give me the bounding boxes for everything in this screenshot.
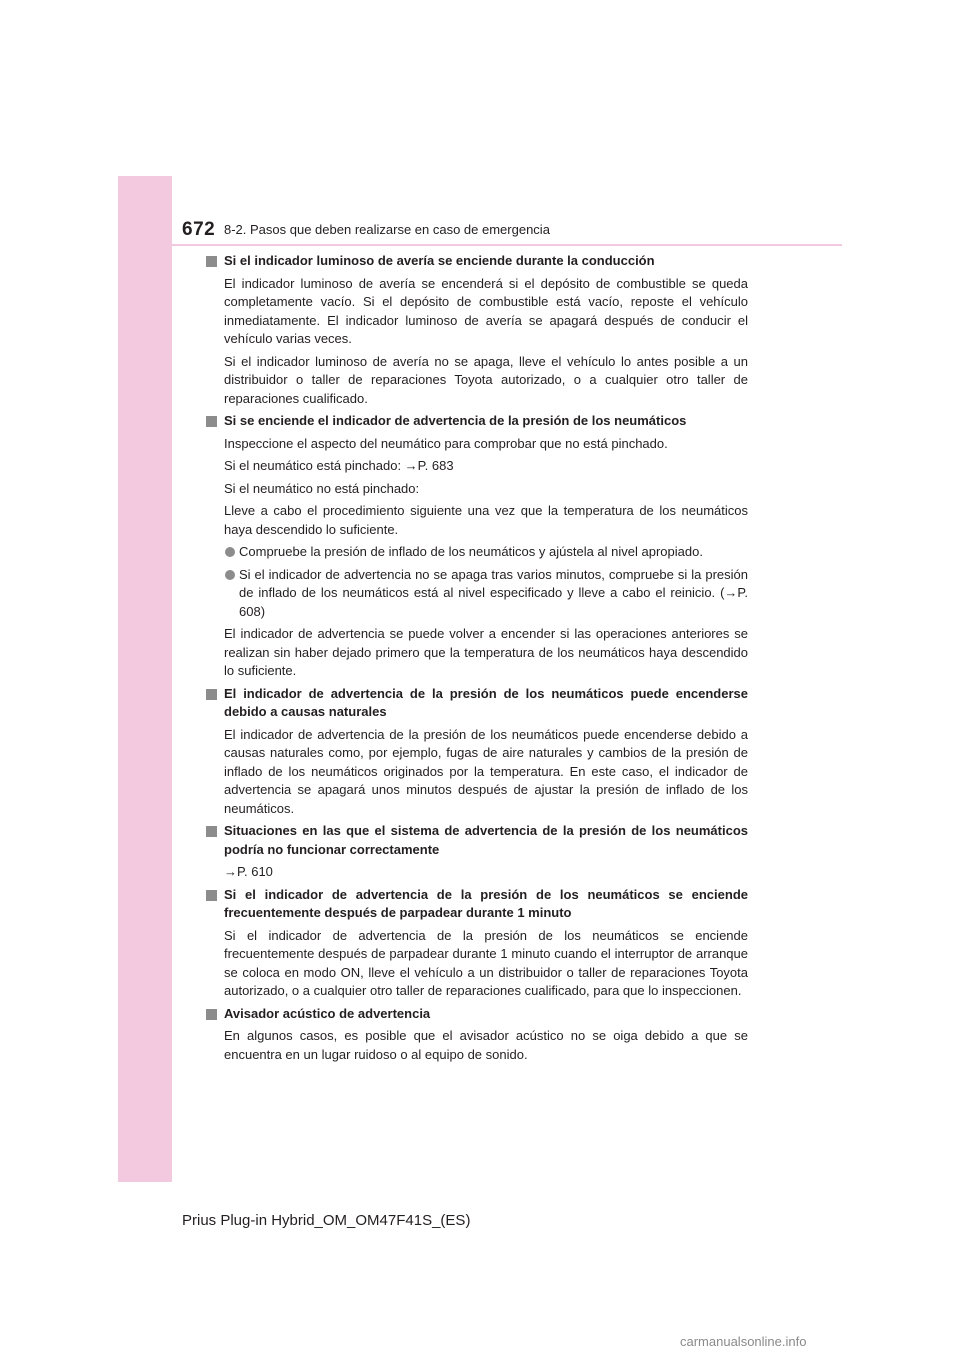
- paragraph: El indicador de advertencia de la presión de los neumáticos puede encenderse debido a causas naturales como, por ejemplo, fugas de aire naturales y cambios de la presión de inflado de los neumáticos originados por la temperatura. En este caso, el indicador de advertencia se apagará unos minutos después de ajustar la presión de inflado de los neumáticos.: [224, 726, 748, 816]
- paragraph: Inspeccione el aspecto del neumático para comprobar que no está pinchado.: [224, 435, 668, 451]
- chapter-sidebar-tab: [118, 176, 172, 1182]
- page-reference: →P. 610: [224, 864, 273, 879]
- square-bullet-icon: [206, 826, 217, 837]
- section-heading: Si el indicador de advertencia de la presión de los neumáticos se enciende frecuentemente después de parpadear durante 1 minuto: [206, 886, 748, 923]
- section-heading: Situaciones en las que el sistema de advertencia de la presión de los neumáticos podría no funcionar correctamente: [206, 822, 748, 859]
- square-bullet-icon: [206, 689, 217, 700]
- header-rule: [172, 244, 842, 246]
- paragraph: En algunos casos, es posible que el avisador acústico no se oiga debido a que se encuentra en un lugar ruidoso o al equipo de sonido.: [224, 1028, 748, 1062]
- square-bullet-icon: [206, 416, 217, 427]
- circle-bullet-icon: [225, 570, 235, 580]
- footer-model-code: Prius Plug-in Hybrid_OM_OM47F41S_(ES): [182, 1212, 471, 1229]
- page-number: 672: [182, 219, 216, 240]
- section-heading: Avisador acústico de advertencia: [206, 1005, 748, 1024]
- square-bullet-icon: [206, 256, 217, 267]
- paragraph: El indicador luminoso de avería se encenderá si el depósito de combustible se queda completamente vacío. Si el depósito de combustible está vacío, reposte el vehículo inmediatamente. El indicador luminoso de avería se apagará después de conducir el vehículo varias veces.: [224, 275, 748, 346]
- section-heading: Si el indicador luminoso de avería se enciende durante la conducción: [206, 252, 748, 271]
- paragraph: Si el neumático no está pinchado:: [224, 480, 420, 496]
- watermark: carmanualsonline.info: [680, 1334, 807, 1349]
- circle-bullet-icon: [225, 547, 235, 557]
- paragraph: Si el indicador luminoso de avería no se apaga, lleve el vehículo lo antes posible a un distribuidor o taller de reparaciones Toyota autorizado, o a cualquier otro taller de reparaciones cualificado.: [224, 353, 748, 406]
- square-bullet-icon: [206, 1009, 217, 1020]
- section-heading: Si se enciende el indicador de advertencia de la presión de los neumáticos: [206, 412, 748, 431]
- square-bullet-icon: [206, 890, 217, 901]
- section-title: 8-2. Pasos que deben realizarse en caso de emergencia: [224, 222, 550, 237]
- paragraph: El indicador de advertencia se puede volver a encender si las operaciones anteriores se realizan sin haber dejado primero que la temperatura de los neumáticos haya descendido lo suficiente.: [224, 626, 748, 678]
- page-reference: Si el neumático está pinchado: →P. 683: [224, 458, 454, 473]
- list-item: Compruebe la presión de inflado de los neumáticos y ajústela al nivel apropiado.: [224, 543, 748, 562]
- page-content: [206, 252, 748, 1068]
- section-heading: El indicador de advertencia de la presión de los neumáticos puede encenderse debido a causas naturales: [206, 685, 748, 722]
- list-item: Si el indicador de advertencia no se apaga tras varios minutos, compruebe si la presión de inflado de los neumáticos está al nivel especificado y lleve a cabo el reinicio. (→P. 608): [224, 566, 748, 622]
- paragraph: Si el indicador de advertencia de la presión de los neumáticos se enciende frecuentemente después de parpadear durante 1 minuto cuando el interruptor de arranque se coloca en modo ON, lleve el vehículo a un distribuidor o taller de reparaciones Toyota autorizado, o a cualquier otro taller de reparaciones cualificado, para que lo inspeccionen.: [224, 927, 748, 998]
- paragraph: Lleve a cabo el procedimiento siguiente una vez que la temperatura de los neumáticos haya descendido lo suficiente.: [224, 503, 748, 537]
